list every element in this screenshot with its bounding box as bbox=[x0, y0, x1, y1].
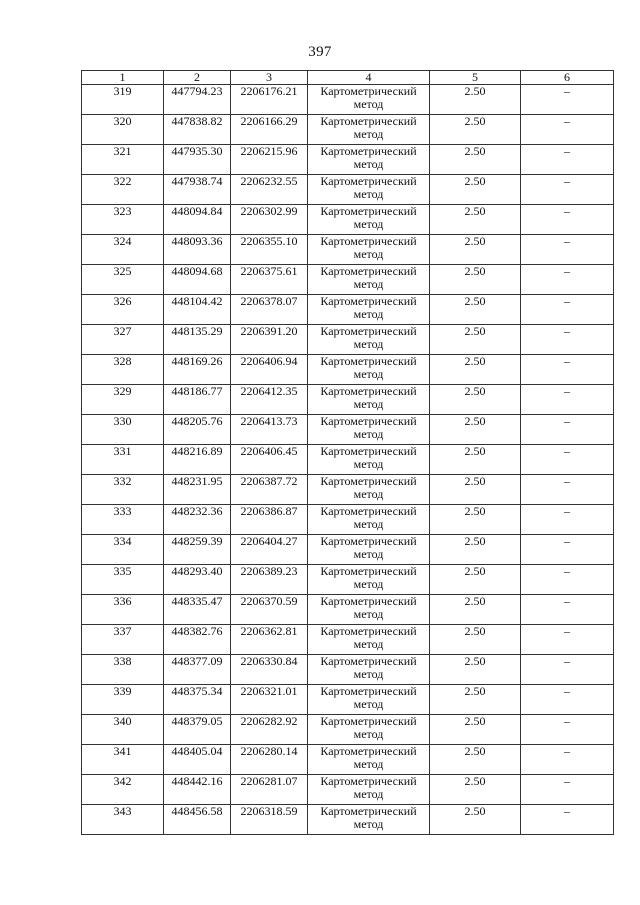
description-cell: – bbox=[521, 415, 614, 445]
point-number-cell: 329 bbox=[82, 385, 164, 415]
accuracy-cell: 2.50 bbox=[430, 655, 521, 685]
method-cell: Картометрический метод bbox=[308, 235, 430, 265]
y-coordinate-cell: 2206375.61 bbox=[231, 265, 308, 295]
method-cell: Картометрический метод bbox=[308, 715, 430, 745]
y-coordinate-cell: 2206282.92 bbox=[231, 715, 308, 745]
point-number-cell: 332 bbox=[82, 475, 164, 505]
table-row bbox=[82, 295, 614, 325]
y-coordinate-cell: 2206232.55 bbox=[231, 175, 308, 205]
x-coordinate-cell: 448335.47 bbox=[164, 595, 231, 625]
x-coordinate-cell: 448293.40 bbox=[164, 565, 231, 595]
y-coordinate-cell: 2206387.72 bbox=[231, 475, 308, 505]
table-row bbox=[82, 385, 614, 415]
description-cell: – bbox=[521, 295, 614, 325]
table-row bbox=[82, 115, 614, 145]
method-cell: Картометрический метод bbox=[308, 415, 430, 445]
description-cell: – bbox=[521, 175, 614, 205]
method-cell: Картометрический метод bbox=[308, 775, 430, 805]
accuracy-cell: 2.50 bbox=[430, 715, 521, 745]
method-cell: Картометрический метод bbox=[308, 85, 430, 115]
x-coordinate-cell: 448231.95 bbox=[164, 475, 231, 505]
method-cell: Картометрический метод bbox=[308, 145, 430, 175]
x-coordinate-cell: 448216.89 bbox=[164, 445, 231, 475]
y-coordinate-cell: 2206404.27 bbox=[231, 535, 308, 565]
point-number-cell: 321 bbox=[82, 145, 164, 175]
point-number-cell: 325 bbox=[82, 265, 164, 295]
description-cell: – bbox=[521, 145, 614, 175]
accuracy-cell: 2.50 bbox=[430, 745, 521, 775]
header-col-3: 3 bbox=[231, 71, 308, 85]
table-row bbox=[82, 145, 614, 175]
description-cell: – bbox=[521, 595, 614, 625]
point-number-cell: 335 bbox=[82, 565, 164, 595]
x-coordinate-cell: 447794.23 bbox=[164, 85, 231, 115]
table-row bbox=[82, 745, 614, 775]
point-number-cell: 333 bbox=[82, 505, 164, 535]
point-number-cell: 340 bbox=[82, 715, 164, 745]
x-coordinate-cell: 448405.04 bbox=[164, 745, 231, 775]
method-cell: Картометрический метод bbox=[308, 295, 430, 325]
method-cell: Картометрический метод bbox=[308, 355, 430, 385]
point-number-cell: 341 bbox=[82, 745, 164, 775]
header-col-1: 1 bbox=[82, 71, 164, 85]
x-coordinate-cell: 448104.42 bbox=[164, 295, 231, 325]
table-row bbox=[82, 535, 614, 565]
accuracy-cell: 2.50 bbox=[430, 325, 521, 355]
method-cell: Картометрический метод bbox=[308, 115, 430, 145]
table-row bbox=[82, 235, 614, 265]
description-cell: – bbox=[521, 535, 614, 565]
table-row bbox=[82, 475, 614, 505]
description-cell: – bbox=[521, 445, 614, 475]
y-coordinate-cell: 2206215.96 bbox=[231, 145, 308, 175]
description-cell: – bbox=[521, 655, 614, 685]
x-coordinate-cell: 447838.82 bbox=[164, 115, 231, 145]
table-row bbox=[82, 505, 614, 535]
point-number-cell: 343 bbox=[82, 805, 164, 835]
table-row bbox=[82, 655, 614, 685]
accuracy-cell: 2.50 bbox=[430, 115, 521, 145]
page-number: 397 bbox=[308, 44, 332, 60]
description-cell: – bbox=[521, 205, 614, 235]
method-cell: Картометрический метод bbox=[308, 805, 430, 835]
header-col-6: 6 bbox=[521, 71, 614, 85]
table-row bbox=[82, 805, 614, 835]
point-number-cell: 337 bbox=[82, 625, 164, 655]
accuracy-cell: 2.50 bbox=[430, 205, 521, 235]
y-coordinate-cell: 2206412.35 bbox=[231, 385, 308, 415]
description-cell: – bbox=[521, 805, 614, 835]
point-number-cell: 342 bbox=[82, 775, 164, 805]
method-cell: Картометрический метод bbox=[308, 565, 430, 595]
y-coordinate-cell: 2206302.99 bbox=[231, 205, 308, 235]
point-number-cell: 328 bbox=[82, 355, 164, 385]
x-coordinate-cell: 448259.39 bbox=[164, 535, 231, 565]
table-row bbox=[82, 205, 614, 235]
y-coordinate-cell: 2206391.20 bbox=[231, 325, 308, 355]
coordinates-table bbox=[81, 70, 614, 835]
table-row bbox=[82, 595, 614, 625]
description-cell: – bbox=[521, 235, 614, 265]
x-coordinate-cell: 448375.34 bbox=[164, 685, 231, 715]
header-col-2: 2 bbox=[164, 71, 231, 85]
table-row bbox=[82, 445, 614, 475]
header-row bbox=[82, 71, 614, 85]
description-cell: – bbox=[521, 115, 614, 145]
accuracy-cell: 2.50 bbox=[430, 475, 521, 505]
table-row bbox=[82, 565, 614, 595]
accuracy-cell: 2.50 bbox=[430, 175, 521, 205]
method-cell: Картометрический метод bbox=[308, 475, 430, 505]
point-number-cell: 336 bbox=[82, 595, 164, 625]
description-cell: – bbox=[521, 745, 614, 775]
y-coordinate-cell: 2206406.45 bbox=[231, 445, 308, 475]
description-cell: – bbox=[521, 85, 614, 115]
accuracy-cell: 2.50 bbox=[430, 565, 521, 595]
method-cell: Картометрический метод bbox=[308, 385, 430, 415]
accuracy-cell: 2.50 bbox=[430, 415, 521, 445]
point-number-cell: 320 bbox=[82, 115, 164, 145]
point-number-cell: 324 bbox=[82, 235, 164, 265]
header-col-4: 4 bbox=[308, 71, 430, 85]
method-cell: Картометрический метод bbox=[308, 745, 430, 775]
accuracy-cell: 2.50 bbox=[430, 805, 521, 835]
table-row bbox=[82, 325, 614, 355]
accuracy-cell: 2.50 bbox=[430, 625, 521, 655]
y-coordinate-cell: 2206413.73 bbox=[231, 415, 308, 445]
accuracy-cell: 2.50 bbox=[430, 445, 521, 475]
description-cell: – bbox=[521, 265, 614, 295]
x-coordinate-cell: 448094.84 bbox=[164, 205, 231, 235]
description-cell: – bbox=[521, 715, 614, 745]
point-number-cell: 319 bbox=[82, 85, 164, 115]
description-cell: – bbox=[521, 355, 614, 385]
header-col-5: 5 bbox=[430, 71, 521, 85]
accuracy-cell: 2.50 bbox=[430, 595, 521, 625]
table-body bbox=[82, 85, 614, 835]
y-coordinate-cell: 2206176.21 bbox=[231, 85, 308, 115]
description-cell: – bbox=[521, 565, 614, 595]
y-coordinate-cell: 2206280.14 bbox=[231, 745, 308, 775]
method-cell: Картометрический метод bbox=[308, 685, 430, 715]
x-coordinate-cell: 448205.76 bbox=[164, 415, 231, 445]
x-coordinate-cell: 448169.26 bbox=[164, 355, 231, 385]
x-coordinate-cell: 448093.36 bbox=[164, 235, 231, 265]
y-coordinate-cell: 2206281.07 bbox=[231, 775, 308, 805]
accuracy-cell: 2.50 bbox=[430, 775, 521, 805]
x-coordinate-cell: 448382.76 bbox=[164, 625, 231, 655]
x-coordinate-cell: 447938.74 bbox=[164, 175, 231, 205]
y-coordinate-cell: 2206378.07 bbox=[231, 295, 308, 325]
y-coordinate-cell: 2206166.29 bbox=[231, 115, 308, 145]
table-row bbox=[82, 685, 614, 715]
accuracy-cell: 2.50 bbox=[430, 385, 521, 415]
method-cell: Картометрический метод bbox=[308, 325, 430, 355]
point-number-cell: 326 bbox=[82, 295, 164, 325]
table-row bbox=[82, 355, 614, 385]
method-cell: Картометрический метод bbox=[308, 595, 430, 625]
x-coordinate-cell: 448456.58 bbox=[164, 805, 231, 835]
point-number-cell: 322 bbox=[82, 175, 164, 205]
point-number-cell: 330 bbox=[82, 415, 164, 445]
table-header bbox=[82, 71, 614, 85]
description-cell: – bbox=[521, 625, 614, 655]
y-coordinate-cell: 2206330.84 bbox=[231, 655, 308, 685]
x-coordinate-cell: 448186.77 bbox=[164, 385, 231, 415]
accuracy-cell: 2.50 bbox=[430, 505, 521, 535]
description-cell: – bbox=[521, 325, 614, 355]
table-row bbox=[82, 175, 614, 205]
y-coordinate-cell: 2206321.01 bbox=[231, 685, 308, 715]
table-row bbox=[82, 415, 614, 445]
point-number-cell: 334 bbox=[82, 535, 164, 565]
accuracy-cell: 2.50 bbox=[430, 85, 521, 115]
table-row bbox=[82, 85, 614, 115]
point-number-cell: 323 bbox=[82, 205, 164, 235]
accuracy-cell: 2.50 bbox=[430, 265, 521, 295]
y-coordinate-cell: 2206389.23 bbox=[231, 565, 308, 595]
x-coordinate-cell: 448094.68 bbox=[164, 265, 231, 295]
x-coordinate-cell: 448377.09 bbox=[164, 655, 231, 685]
table-row bbox=[82, 715, 614, 745]
point-number-cell: 339 bbox=[82, 685, 164, 715]
method-cell: Картометрический метод bbox=[308, 535, 430, 565]
accuracy-cell: 2.50 bbox=[430, 235, 521, 265]
y-coordinate-cell: 2206355.10 bbox=[231, 235, 308, 265]
point-number-cell: 338 bbox=[82, 655, 164, 685]
description-cell: – bbox=[521, 385, 614, 415]
method-cell: Картометрический метод bbox=[308, 175, 430, 205]
description-cell: – bbox=[521, 775, 614, 805]
accuracy-cell: 2.50 bbox=[430, 355, 521, 385]
accuracy-cell: 2.50 bbox=[430, 145, 521, 175]
table-row bbox=[82, 625, 614, 655]
method-cell: Картометрический метод bbox=[308, 655, 430, 685]
accuracy-cell: 2.50 bbox=[430, 535, 521, 565]
method-cell: Картометрический метод bbox=[308, 505, 430, 535]
table-row bbox=[82, 265, 614, 295]
y-coordinate-cell: 2206362.81 bbox=[231, 625, 308, 655]
point-number-cell: 331 bbox=[82, 445, 164, 475]
description-cell: – bbox=[521, 685, 614, 715]
method-cell: Картометрический метод bbox=[308, 625, 430, 655]
method-cell: Картометрический метод bbox=[308, 205, 430, 235]
x-coordinate-cell: 448232.36 bbox=[164, 505, 231, 535]
y-coordinate-cell: 2206386.87 bbox=[231, 505, 308, 535]
description-cell: – bbox=[521, 505, 614, 535]
method-cell: Картометрический метод bbox=[308, 445, 430, 475]
table-row bbox=[82, 775, 614, 805]
y-coordinate-cell: 2206318.59 bbox=[231, 805, 308, 835]
point-number-cell: 327 bbox=[82, 325, 164, 355]
x-coordinate-cell: 448379.05 bbox=[164, 715, 231, 745]
x-coordinate-cell: 448135.29 bbox=[164, 325, 231, 355]
y-coordinate-cell: 2206406.94 bbox=[231, 355, 308, 385]
x-coordinate-cell: 448442.16 bbox=[164, 775, 231, 805]
x-coordinate-cell: 447935.30 bbox=[164, 145, 231, 175]
description-cell: – bbox=[521, 475, 614, 505]
method-cell: Картометрический метод bbox=[308, 265, 430, 295]
accuracy-cell: 2.50 bbox=[430, 295, 521, 325]
accuracy-cell: 2.50 bbox=[430, 685, 521, 715]
y-coordinate-cell: 2206370.59 bbox=[231, 595, 308, 625]
